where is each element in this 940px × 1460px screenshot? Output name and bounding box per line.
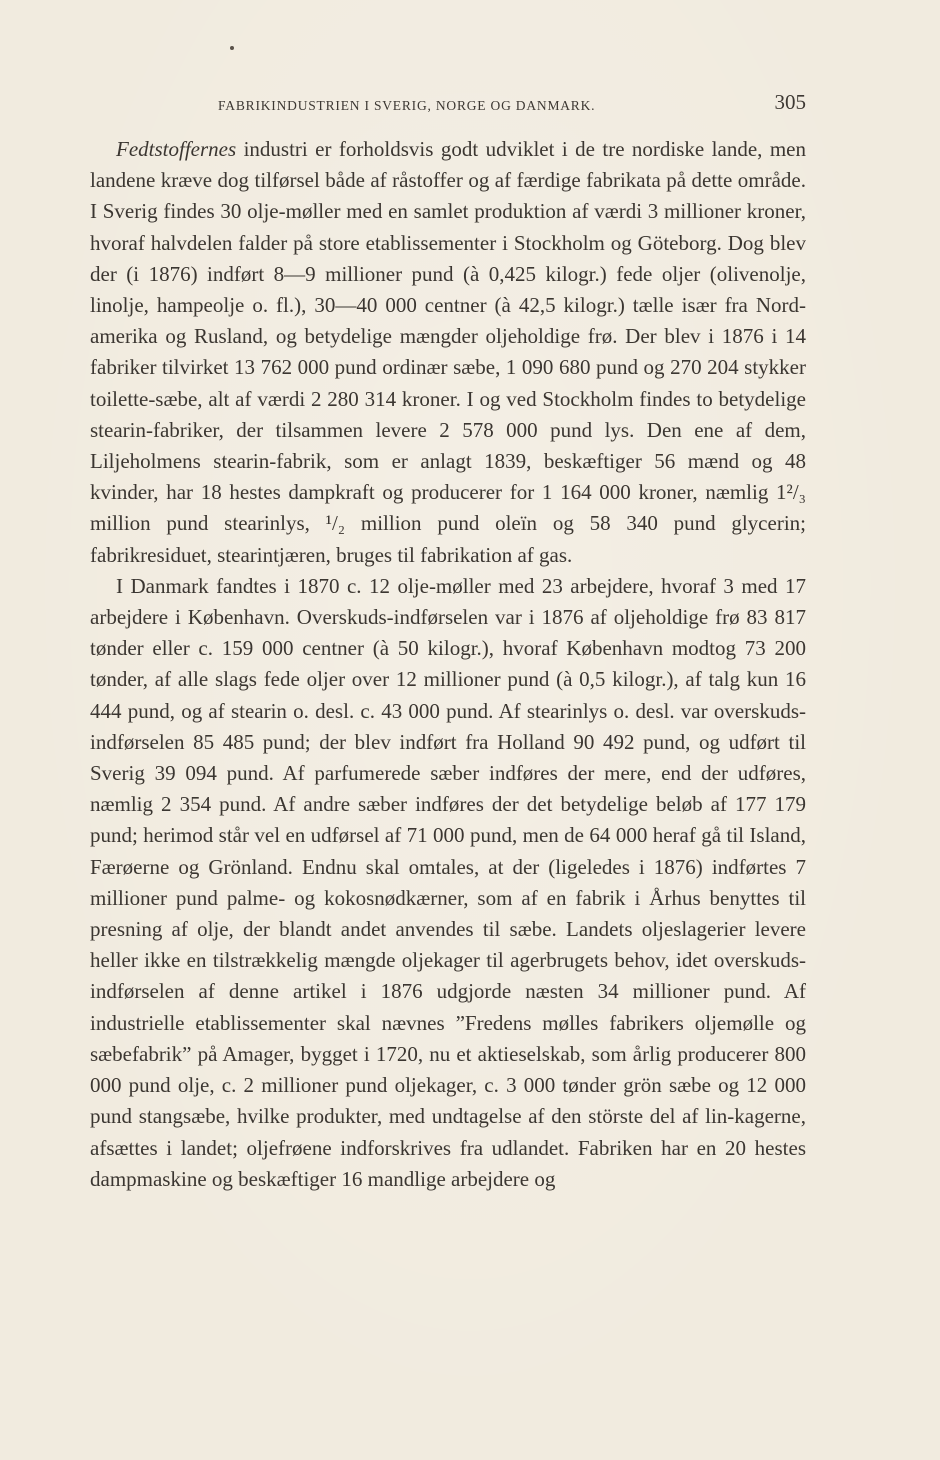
italic-lead-word: Fedtstoffernes — [116, 137, 237, 161]
paragraph — [90, 134, 806, 571]
paragraph-text: industri er forholdsvis godt udviklet i de tre nordiske lande, men landene kræve dog tilførsel både af råstoffer og af færdige fabrikata på dette område. I Sverig findes 30 olje-møller med en samlet produktion af værdi 3 millioner kroner, hvoraf halvdelen falder på store etablissementer i Stockholm og Göteborg. Dog blev der (i 1876) indført 8—9 millioner pund (à 0,425 kilogr.) fede oljer (olivenolje, linolje, hampeolje o. fl.), 30—40 000 centner (à 42,5 kilogr.) tælle især fra Nord-amerika og Rusland, og betydelige mængder oljeholdige frø. Der blev i 1876 i 14 fabriker tilvirket 13 762 000 pund ordinær sæbe, 1 090 680 pund og 270 204 stykker toilette-sæbe, alt af værdi 2 280 314 kroner. I og ved Stockholm findes to betydelige stearin-fabriker, der tilsammen levere 2 578 000 pund lys. Den ene af dem, Liljeholmens stearin-fabrik, som er anlagt 1839, beskæftiger 56 mænd og 48 kvinder, har 18 hestes dampkraft og producerer for 1 164 000 kroner, næmlig 1²/₃ million pund stearinlys, ¹/₂ million pund oleïn og 58 340 pund glycerin; fabrikresiduet, stearintjæren, bruges til fabrikation af gas. — [90, 137, 806, 567]
running-head: FABRIKINDUSTRIEN I SVERIG, NORGE OG DANMARK. — [218, 98, 596, 113]
paragraph-text: I Danmark fandtes i 1870 c. 12 olje-møller med 23 arbejdere, hvoraf 3 med 17 arbejdere i København. Overskuds-indførselen var i 1876 af oljeholdige frø 83 817 tønder eller c. 159 000 centner (à 50 kilogr.), hvoraf København modtog 73 200 tønder, af alle slags fede oljer over 12 millioner pund (à 0,5 kilogr.), af talg kun 16 444 pund, og af stearin o. desl. c. 43 000 pund. Af stearinlys o. desl. var overskuds-indførselen 85 485 pund; der blev indført fra Holland 90 492 pund, og udført til Sverig 39 094 pund. Af parfumerede sæber indføres der mere, end der udføres, næmlig 2 354 pund. Af andre sæber indføres der det betydelige beløb af 177 179 pund; herimod står vel en udførsel af 71 000 pund, men de 64 000 heraf gå til Island, Færøerne og Grönland. Endnu skal omtales, at der (ligeledes i 1876) indførtes 7 millioner pund palme- og kokosnødkærner, som af en fabrik i Århus benyttes til presning af olje, der blandt andet anvendes til sæbe. Landets oljeslagerier levere heller ikke en tilstrækkelig mængde oljekager til agerbrugets behov, idet overskuds-indførselen af denne artikel i 1876 udgjorde næsten 34 millioner pund. Af industrielle etablissementer skal nævnes ”Fredens mølles fabrikers oljemølle og sæbefabrik” på Amager, bygget i 1720, nu et aktieselskab, som årlig producerer 800 000 pund olje, c. 2 millioner pund oljekager, c. 3 000 tønder grön sæbe og 12 000 pund stangsæbe, hvilke produkter, med undtagelse af den störste del af lin-kagerne, afsættes i landet; oljefrøene indforskrives fra udlandet. Fabriken har en 20 hestes dampmaskine og beskæftiger 16 mandlige arbejdere og — [90, 573, 806, 1191]
body-text — [90, 134, 806, 1195]
page-number: 305 — [774, 90, 806, 114]
page-header — [90, 90, 806, 120]
ink-speck — [230, 46, 234, 50]
paragraph — [90, 571, 806, 1195]
